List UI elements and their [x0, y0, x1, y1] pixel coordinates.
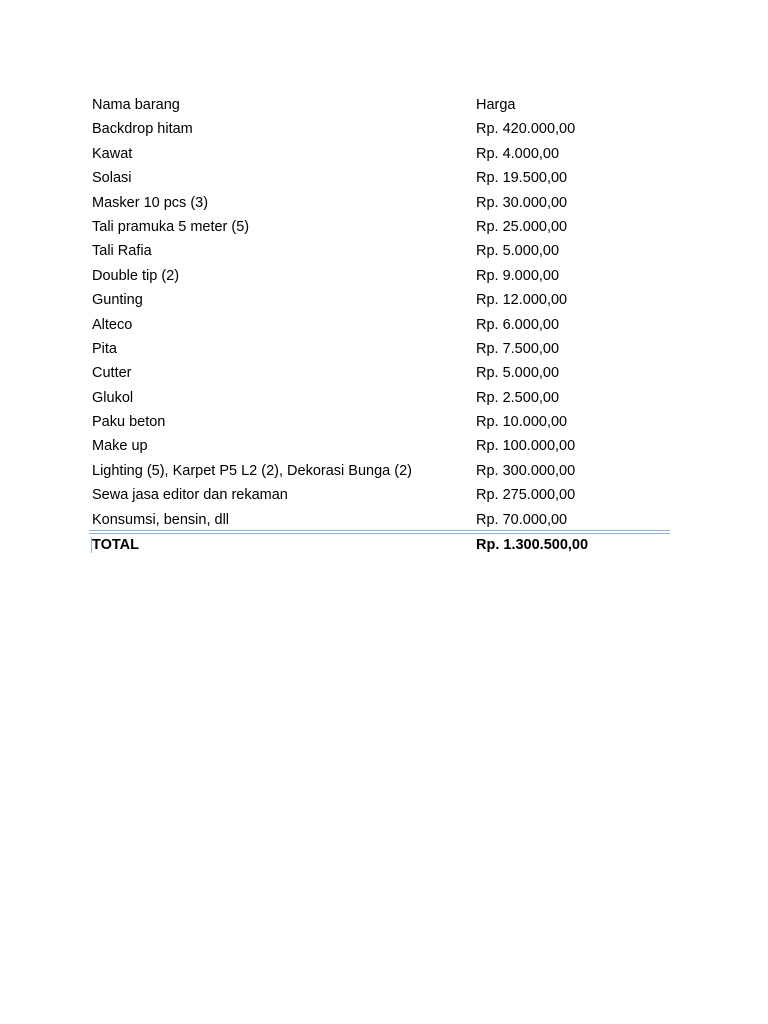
- table-row: [92, 239, 670, 263]
- item-price: Rp. 6.000,00: [476, 316, 560, 333]
- item-name: Konsumsi, bensin, dll: [92, 511, 230, 528]
- item-price: Rp. 7.500,00: [476, 340, 560, 357]
- table-row: [92, 508, 670, 532]
- item-name: Alteco: [92, 316, 133, 333]
- item-price: Rp. 420.000,00: [476, 121, 576, 138]
- text-cursor: [91, 537, 92, 553]
- header-name: Nama barang: [92, 97, 180, 113]
- total-price: Rp. 1.300.500,00: [476, 537, 589, 554]
- item-name: Sewa jasa editor dan rekaman: [92, 487, 288, 504]
- item-name: Glukol: [92, 389, 134, 406]
- total-row: [92, 533, 670, 558]
- item-price: Rp. 70.000,00: [476, 511, 568, 528]
- item-name: Tali pramuka 5 meter (5): [92, 218, 250, 235]
- item-price: Rp. 2.500,00: [476, 389, 560, 406]
- item-name: Gunting: [92, 292, 143, 309]
- item-price: Rp. 9.000,00: [476, 267, 560, 284]
- table-row: [92, 337, 670, 361]
- table-row: [92, 264, 670, 288]
- item-name: Lighting (5), Karpet P5 L2 (2), Dekorasi Bunga (2): [92, 462, 412, 479]
- table-row: [92, 166, 670, 190]
- selection-border-top: [89, 530, 670, 531]
- item-price: Rp. 10.000,00: [476, 414, 568, 431]
- item-name: Pita: [92, 340, 117, 357]
- table-row: [92, 459, 670, 483]
- table-row: [92, 117, 670, 141]
- table-row: [92, 142, 670, 166]
- item-name: Tali Rafia: [92, 243, 152, 260]
- item-price: Rp. 19.500,00: [476, 170, 568, 187]
- table-row: [92, 410, 670, 434]
- table-row: [92, 313, 670, 337]
- table-row: [92, 361, 670, 385]
- item-name: Kawat: [92, 145, 133, 162]
- item-name: Backdrop hitam: [92, 121, 193, 138]
- item-price: Rp. 30.000,00: [476, 194, 568, 211]
- item-name: Cutter: [92, 365, 132, 382]
- item-name: Double tip (2): [92, 267, 180, 284]
- item-price: Rp. 25.000,00: [476, 218, 568, 235]
- item-price: Rp. 4.000,00: [476, 145, 560, 162]
- item-price: Rp. 5.000,00: [476, 365, 560, 382]
- table-header-row: [92, 93, 670, 117]
- price-table: [92, 93, 670, 558]
- item-name: Masker 10 pcs (3): [92, 194, 209, 211]
- selection-border-bottom: [89, 533, 670, 534]
- table-row: [92, 288, 670, 312]
- item-name: Solasi: [92, 170, 132, 187]
- item-price: Rp. 5.000,00: [476, 243, 560, 260]
- total-label: TOTAL: [92, 537, 139, 554]
- table-row: [92, 191, 670, 215]
- table-row: [92, 215, 670, 239]
- table-row: [92, 483, 670, 507]
- item-price: Rp. 275.000,00: [476, 487, 576, 504]
- header-price: Harga: [476, 97, 516, 113]
- item-price: Rp. 12.000,00: [476, 292, 568, 309]
- item-price: Rp. 100.000,00: [476, 438, 576, 455]
- item-price: Rp. 300.000,00: [476, 462, 576, 479]
- item-name: Paku beton: [92, 414, 166, 431]
- table-row: [92, 386, 670, 410]
- table-row: [92, 434, 670, 458]
- item-name: Make up: [92, 438, 148, 455]
